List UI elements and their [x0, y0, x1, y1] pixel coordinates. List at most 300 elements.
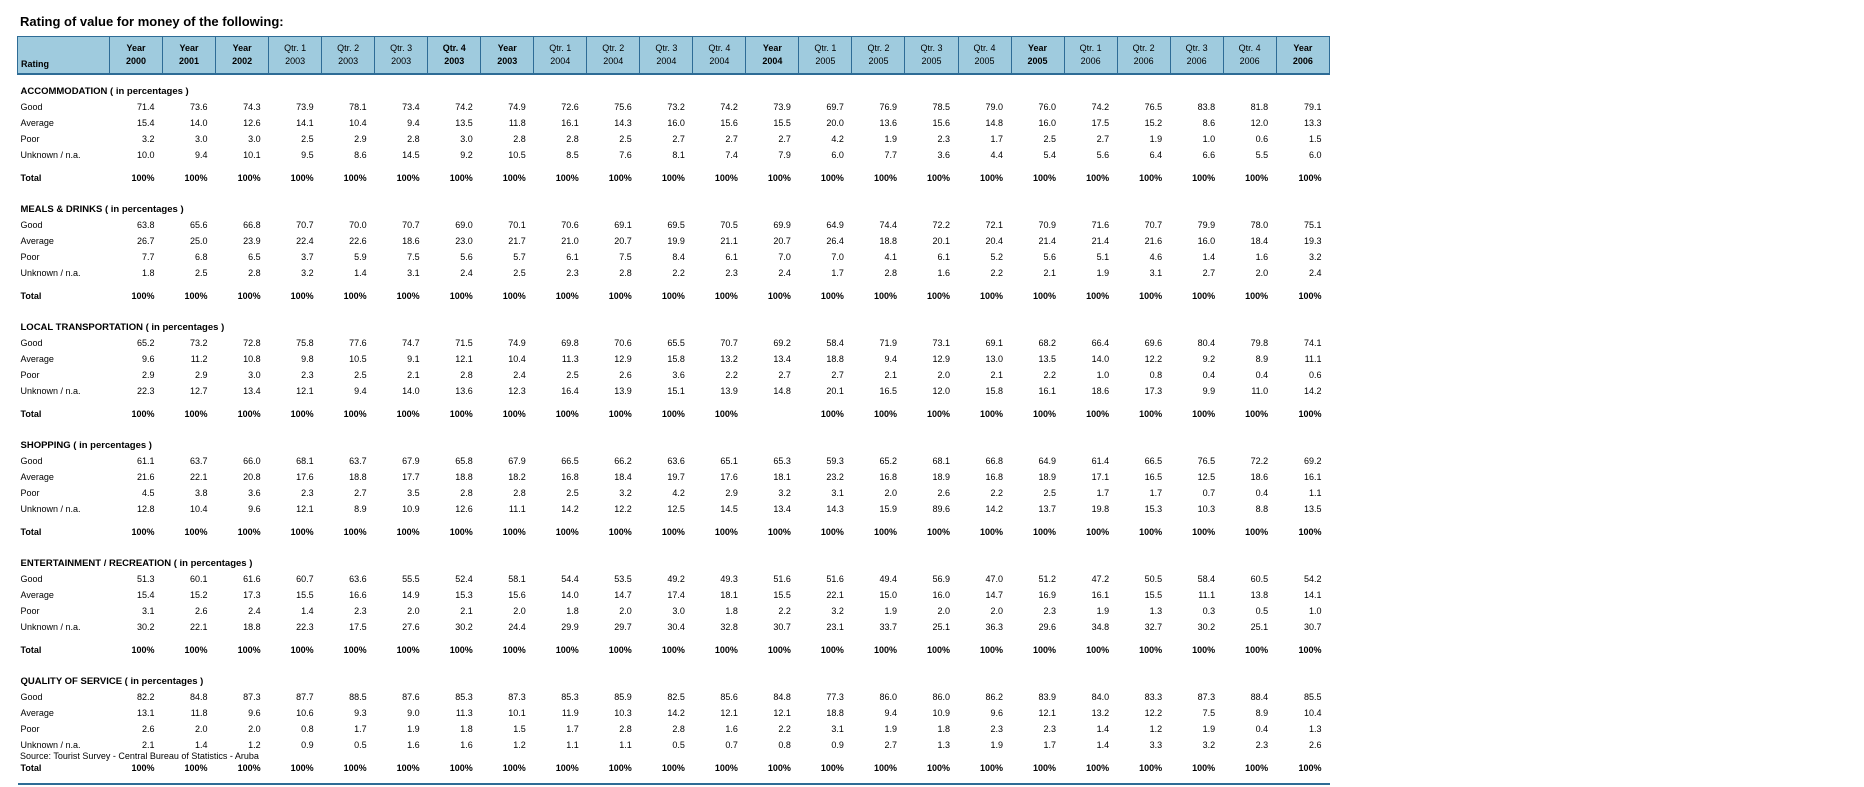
table-cell: 22.3: [137, 386, 155, 396]
table-cell: 30.2: [137, 622, 155, 632]
table-cell: 85.9: [614, 692, 632, 702]
table-cell: 100%: [502, 645, 526, 655]
table-cell: 2.3: [937, 134, 950, 144]
table-cell: 26.7: [137, 236, 155, 246]
table-cell: 23.0: [455, 236, 473, 246]
table-cell: 3.1: [1149, 268, 1163, 278]
table-cell: 25.1: [932, 622, 950, 632]
table-cell: 86.0: [879, 692, 897, 702]
table-cell: 3.6: [248, 488, 261, 498]
table-cell: 20.4: [985, 236, 1004, 246]
table-cell: 65.2: [137, 338, 155, 348]
table-cell: 82.5: [667, 692, 685, 702]
table-cell: 100%: [1086, 291, 1110, 301]
table-cell: 3.6: [937, 150, 950, 160]
row-label: Poor: [20, 488, 40, 498]
table-cell: 5.7: [513, 252, 526, 262]
row-label: Average: [20, 590, 54, 600]
table-row: [18, 721, 1330, 737]
section-title: ENTERTAINMENT / RECREATION ( in percentages ): [20, 558, 253, 569]
column-header: [958, 37, 1011, 75]
table-cell: 100%: [980, 291, 1004, 301]
table-cell: 100%: [1298, 173, 1322, 183]
table-cell: 100%: [1298, 527, 1322, 537]
table-cell: 100%: [926, 291, 950, 301]
table-cell: 100%: [131, 409, 155, 419]
table-cell: 100%: [980, 763, 1004, 773]
table-cell: 18.4: [1250, 236, 1269, 246]
table-cell: 66.0: [243, 456, 261, 466]
table-cell: 11.9: [561, 708, 579, 718]
table-cell: 2.9: [725, 488, 738, 498]
table-cell: 12.1: [296, 386, 314, 396]
table-cell: 13.5: [1038, 354, 1057, 364]
table-cell: 11.1: [508, 504, 526, 514]
table-cell: 18.1: [720, 590, 738, 600]
table-cell: 70.7: [402, 220, 420, 230]
table-cell: 1.7: [1043, 740, 1057, 750]
table-cell: 100%: [343, 527, 367, 537]
table-cell: 74.2: [1091, 102, 1110, 112]
column-header-period: Qtr. 4: [442, 43, 466, 53]
table-cell: 10.6: [296, 708, 314, 718]
column-header-period: Qtr. 4: [708, 43, 731, 53]
column-header-period: Qtr. 1: [284, 43, 307, 53]
table-cell: 61.1: [137, 456, 155, 466]
row-label: Average: [20, 354, 54, 364]
table-cell: 2.3: [354, 606, 367, 616]
table-cell: 2.5: [301, 134, 314, 144]
table-cell: 15.5: [1144, 590, 1163, 600]
column-header-period: Year: [232, 43, 252, 53]
table-cell: 49.4: [879, 574, 897, 584]
table-cell: 2.5: [566, 488, 579, 498]
table-cell: 18.9: [1038, 472, 1057, 482]
column-header: [587, 37, 640, 75]
table-cell: 2.2: [778, 606, 791, 616]
table-cell: 74.7: [402, 338, 420, 348]
table-cell: 10.5: [508, 150, 526, 160]
table-cell: 100%: [1245, 291, 1269, 301]
row-label: Unknown / n.a.: [20, 150, 81, 160]
table-cell: 100%: [767, 291, 791, 301]
column-header-period: Year: [762, 43, 782, 53]
table-cell: 79.9: [1197, 220, 1216, 230]
table-cell: 100%: [290, 291, 314, 301]
table-cell: 13.6: [879, 118, 897, 128]
table-cell: 1.3: [1149, 606, 1163, 616]
table-cell: 16.8: [561, 472, 579, 482]
table-cell: 2.7: [354, 488, 367, 498]
table-cell: 13.0: [985, 354, 1004, 364]
table-cell: 71.6: [1091, 220, 1110, 230]
table-cell: 2.0: [248, 724, 261, 734]
row-label: Average: [20, 118, 54, 128]
table-cell: 12.2: [1144, 354, 1163, 364]
table-cell: 13.4: [773, 354, 791, 364]
table-cell: 1.5: [513, 724, 526, 734]
table-cell: 14.3: [614, 118, 632, 128]
table-cell: 100%: [714, 291, 738, 301]
table-cell: 100%: [608, 409, 632, 419]
column-header-period: Qtr. 2: [337, 43, 360, 53]
section-heading-row: [18, 429, 1330, 453]
row-label: Poor: [20, 724, 40, 734]
table-cell: 18.4: [614, 472, 632, 482]
table-cell: 11.1: [1304, 354, 1322, 364]
table-cell: 100%: [661, 291, 685, 301]
table-cell: 2.3: [990, 724, 1004, 734]
table-cell: 22.1: [826, 590, 844, 600]
total-row: [18, 399, 1330, 429]
table-cell: 100%: [980, 173, 1004, 183]
table-cell: 52.4: [455, 574, 473, 584]
row-label: Unknown / n.a.: [20, 622, 81, 632]
table-cell: 100%: [1139, 173, 1163, 183]
table-cell: 13.5: [1303, 504, 1322, 514]
table-cell: 100%: [343, 409, 367, 419]
table-cell: 63.7: [190, 456, 208, 466]
column-header-year: 2000: [126, 56, 147, 66]
table-cell: 16.5: [879, 386, 897, 396]
table-cell: 3.2: [778, 488, 791, 498]
table-cell: 51.3: [137, 574, 155, 584]
section-title: LOCAL TRANSPORTATION ( in percentages ): [20, 322, 225, 333]
table-cell: 14.2: [985, 504, 1004, 514]
table-cell: 3.1: [831, 488, 844, 498]
table-cell: 2.4: [1308, 268, 1322, 278]
column-header-year: 2005: [1027, 56, 1048, 66]
table-cell: 2.0: [195, 724, 208, 734]
table-cell: 21.4: [1038, 236, 1057, 246]
table-cell: 100%: [555, 645, 579, 655]
column-header: [534, 37, 587, 75]
table-cell: 74.9: [508, 102, 526, 112]
table-cell: 1.7: [990, 134, 1004, 144]
table-cell: 5.9: [354, 252, 367, 262]
table-cell: 9.6: [248, 504, 261, 514]
table-cell: 13.5: [455, 118, 473, 128]
table-cell: 100%: [131, 173, 155, 183]
table-cell: 74.2: [720, 102, 738, 112]
table-cell: 100%: [714, 763, 738, 773]
table-cell: 1.7: [566, 724, 579, 734]
table-cell: 12.2: [614, 504, 632, 514]
table-cell: 100%: [449, 173, 473, 183]
table-cell: 100%: [131, 645, 155, 655]
table-cell: 66.2: [614, 456, 632, 466]
table-cell: 2.2: [1043, 370, 1057, 380]
rating-column-header: Rating: [18, 37, 110, 75]
table-cell: 100%: [1033, 763, 1057, 773]
table-cell: 14.3: [826, 504, 844, 514]
column-header-year: 2005: [868, 56, 889, 66]
table-cell: 3.1: [407, 268, 420, 278]
table-cell: 20.7: [614, 236, 632, 246]
table-cell: 79.0: [985, 102, 1004, 112]
table-cell: 6.6: [1202, 150, 1216, 160]
table-cell: 100%: [873, 409, 897, 419]
table-cell: 66.5: [561, 456, 579, 466]
column-header-period: Qtr. 3: [390, 43, 413, 53]
table-cell: 75.6: [614, 102, 632, 112]
table-cell: 51.2: [1038, 574, 1057, 584]
table-cell: 18.8: [826, 708, 844, 718]
table-cell: 69.2: [773, 338, 791, 348]
row-label: Poor: [20, 370, 40, 380]
table-bottom-rule: [18, 784, 1330, 785]
table-cell: 100%: [237, 527, 261, 537]
row-label: Average: [20, 472, 54, 482]
table-cell: 100%: [449, 645, 473, 655]
table-cell: 12.2: [1144, 708, 1163, 718]
table-cell: 29.9: [561, 622, 579, 632]
table-cell: 8.8: [1255, 504, 1269, 514]
table-cell: 15.5: [296, 590, 314, 600]
table-cell: 2.2: [778, 724, 791, 734]
table-cell: 75.1: [1303, 220, 1322, 230]
table-cell: 100%: [449, 291, 473, 301]
table-cell: 100%: [396, 645, 420, 655]
table-cell: 100%: [237, 645, 261, 655]
table-cell: 11.1: [1198, 590, 1216, 600]
table-cell: 12.6: [243, 118, 261, 128]
table-cell: 9.6: [142, 354, 155, 364]
section-title: MEALS & DRINKS ( in percentages ): [20, 204, 184, 215]
table-cell: 82.2: [137, 692, 155, 702]
table-cell: 71.4: [137, 102, 155, 112]
table-cell: 100%: [714, 173, 738, 183]
table-cell: 2.7: [884, 740, 897, 750]
row-label: Good: [20, 220, 43, 230]
table-cell: 100%: [396, 527, 420, 537]
section-heading-row: [18, 74, 1330, 99]
row-label: Unknown / n.a.: [20, 386, 81, 396]
column-header-year: 2005: [815, 56, 836, 66]
table-cell: 19.8: [1091, 504, 1110, 514]
table-cell: 55.5: [402, 574, 420, 584]
table-cell: 87.3: [1197, 692, 1216, 702]
column-header-period: Qtr. 3: [655, 43, 678, 53]
table-cell: 10.3: [614, 708, 632, 718]
table-cell: 100%: [1139, 291, 1163, 301]
table-cell: 3.0: [460, 134, 473, 144]
table-cell: 73.2: [667, 102, 685, 112]
table-cell: 22.1: [190, 472, 208, 482]
table-cell: 25.1: [1250, 622, 1269, 632]
table-cell: 7.5: [407, 252, 420, 262]
table-cell: 100%: [1245, 409, 1269, 419]
table-cell: 17.6: [720, 472, 738, 482]
table-cell: 0.4: [1255, 724, 1269, 734]
table-cell: 2.8: [248, 268, 261, 278]
table-cell: 100%: [184, 409, 208, 419]
table-cell: 13.8: [1250, 590, 1269, 600]
table-cell: 74.9: [508, 338, 526, 348]
table-cell: 12.9: [932, 354, 950, 364]
table-cell: 69.8: [561, 338, 579, 348]
table-cell: 7.9: [778, 150, 791, 160]
table-cell: 13.3: [1303, 118, 1322, 128]
table-cell: 1.4: [1096, 724, 1110, 734]
table-cell: 1.6: [937, 268, 950, 278]
table-cell: 60.7: [296, 574, 314, 584]
table-cell: 3.1: [142, 606, 155, 616]
table-cell: 20.1: [932, 236, 950, 246]
table-cell: 56.9: [932, 574, 950, 584]
table-cell: 100%: [1192, 645, 1216, 655]
table-cell: 1.8: [460, 724, 473, 734]
table-cell: 2.3: [725, 268, 738, 278]
table-cell: 10.1: [508, 708, 526, 718]
table-cell: 100%: [1192, 763, 1216, 773]
row-label: Unknown / n.a.: [20, 740, 81, 750]
column-header-year: 2003: [444, 56, 465, 66]
table-cell: 20.7: [773, 236, 791, 246]
table-cell: 2.0: [937, 606, 950, 616]
column-header: [322, 37, 375, 75]
table-cell: 2.4: [513, 370, 526, 380]
table-cell: 2.8: [619, 268, 632, 278]
table-cell: 18.6: [402, 236, 420, 246]
table-cell: 8.5: [566, 150, 579, 160]
table-cell: 100%: [555, 409, 579, 419]
table-cell: 2.8: [513, 488, 526, 498]
table-cell: 65.2: [879, 456, 897, 466]
table-cell: 9.4: [407, 118, 420, 128]
table-cell: 100%: [184, 763, 208, 773]
table-cell: 3.0: [672, 606, 685, 616]
table-cell: 1.8: [937, 724, 950, 734]
table-cell: 1.9: [990, 740, 1004, 750]
total-row: [18, 163, 1330, 193]
table-cell: 21.4: [1091, 236, 1110, 246]
column-header-period: Qtr. 3: [1185, 43, 1208, 53]
table-cell: 12.7: [190, 386, 208, 396]
table-cell: 6.0: [831, 150, 844, 160]
table-cell: 30.2: [1197, 622, 1216, 632]
table-cell: 2.7: [672, 134, 685, 144]
table-cell: 100%: [661, 409, 685, 419]
column-header-period: Qtr. 1: [549, 43, 572, 53]
table-cell: 100%: [1245, 645, 1269, 655]
table-cell: 86.2: [985, 692, 1004, 702]
table-cell: 23.1: [826, 622, 844, 632]
table-cell: 100%: [1139, 527, 1163, 537]
table-cell: 3.8: [195, 488, 208, 498]
table-cell: 11.8: [190, 708, 208, 718]
table-cell: 73.6: [190, 102, 208, 112]
table-cell: 0.9: [831, 740, 844, 750]
table-cell: 0.7: [725, 740, 738, 750]
table-cell: 1.3: [1308, 724, 1322, 734]
table-cell: 1.5: [1308, 134, 1322, 144]
rating-table: [17, 36, 1330, 785]
table-cell: 21.1: [720, 236, 738, 246]
column-header-period: Qtr. 4: [1238, 43, 1261, 53]
table-cell: 1.4: [195, 740, 208, 750]
column-header: [375, 37, 428, 75]
column-header: [799, 37, 852, 75]
table-cell: 76.5: [1197, 456, 1216, 466]
table-row: [18, 147, 1330, 163]
table-cell: [746, 399, 799, 429]
column-header-year: 2005: [921, 56, 942, 66]
table-cell: 3.5: [407, 488, 420, 498]
table-cell: 2.1: [1043, 268, 1057, 278]
table-cell: 0.4: [1202, 370, 1216, 380]
table-cell: 12.1: [720, 708, 738, 718]
table-cell: 70.6: [561, 220, 579, 230]
table-cell: 66.8: [985, 456, 1004, 466]
table-row: [18, 265, 1330, 281]
table-cell: 22.6: [349, 236, 367, 246]
table-cell: 47.2: [1091, 574, 1110, 584]
column-header: [1064, 37, 1117, 75]
table-cell: 1.4: [1096, 740, 1110, 750]
table-cell: 11.3: [455, 708, 473, 718]
table-cell: 2.8: [407, 134, 420, 144]
table-cell: 100%: [926, 645, 950, 655]
table-cell: 100%: [767, 173, 791, 183]
table-cell: 12.5: [1197, 472, 1216, 482]
table-cell: 87.7: [296, 692, 314, 702]
table-cell: 0.6: [1255, 134, 1269, 144]
table-cell: 100%: [661, 173, 685, 183]
table-cell: 100%: [820, 409, 844, 419]
table-cell: 89.6: [932, 504, 950, 514]
total-row: [18, 281, 1330, 311]
table-cell: 77.3: [826, 692, 844, 702]
table-cell: 69.7: [826, 102, 844, 112]
table-cell: 14.2: [667, 708, 685, 718]
table-cell: 100%: [820, 527, 844, 537]
table-cell: 12.1: [455, 354, 473, 364]
table-cell: 61.4: [1091, 456, 1110, 466]
table-cell: 34.8: [1091, 622, 1110, 632]
column-header-year: 2004: [603, 56, 624, 66]
table-cell: 2.8: [566, 134, 579, 144]
table-cell: 100%: [820, 173, 844, 183]
table-cell: 10.4: [508, 354, 526, 364]
table-cell: 14.0: [1091, 354, 1110, 364]
table-cell: 63.8: [137, 220, 155, 230]
table-cell: 84.8: [190, 692, 208, 702]
table-cell: 1.6: [1255, 252, 1269, 262]
table-cell: 13.9: [614, 386, 632, 396]
table-cell: 50.5: [1144, 574, 1163, 584]
row-label: Average: [20, 708, 54, 718]
table-cell: 72.6: [561, 102, 579, 112]
table-cell: 100%: [1245, 173, 1269, 183]
table-cell: 2.9: [354, 134, 367, 144]
table-cell: 4.2: [831, 134, 844, 144]
table-cell: 1.2: [248, 740, 261, 750]
column-header-year: 2006: [1080, 56, 1101, 66]
table-cell: 65.3: [773, 456, 791, 466]
table-cell: 22.3: [296, 622, 314, 632]
table-cell: 9.6: [990, 708, 1004, 718]
table-cell: 100%: [184, 173, 208, 183]
table-cell: 2.4: [778, 268, 791, 278]
table-cell: 79.1: [1303, 102, 1322, 112]
table-cell: 2.1: [407, 370, 420, 380]
table-cell: 100%: [873, 645, 897, 655]
table-cell: 3.2: [831, 606, 844, 616]
table-cell: 9.6: [248, 708, 261, 718]
table-cell: 15.6: [932, 118, 950, 128]
table-cell: 76.9: [879, 102, 897, 112]
